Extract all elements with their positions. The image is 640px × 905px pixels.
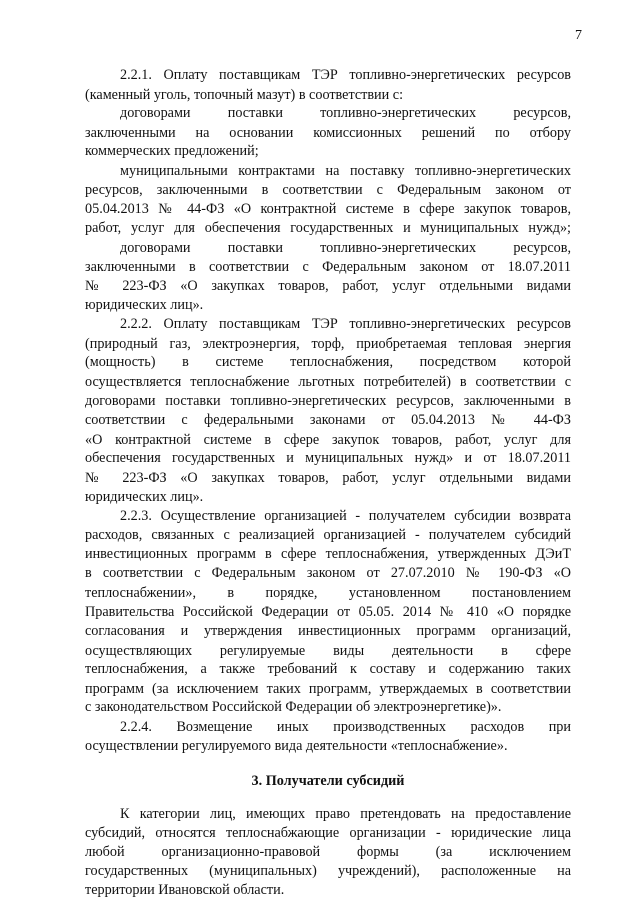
text-line: обеспечения государственных и муниципальных нужд» и от 18.07.2011 <box>85 450 571 467</box>
text-line: 2.2.3. Осуществление организацией - получателем субсидии возврата <box>120 507 571 524</box>
text-line: субсидий, относятся теплоснабжающие организации - юридические лица <box>85 825 571 842</box>
text-line: 05.04.2013 № 44-ФЗ «О контрактной системе в сфере закупок товаров, <box>85 200 571 217</box>
text-line: любой организационно-правовой формы (за исключением <box>85 843 571 860</box>
text-line: муниципальными контрактами на поставку топливно-энергетических <box>120 162 571 179</box>
text-line: договорами поставки топливно-энергетических ресурсов, <box>120 240 571 256</box>
text-line: договорами поставки топливно-энергетических ресурсов, заключенными в <box>85 393 571 410</box>
text-line: договорами поставки топливно-энергетических ресурсов, <box>120 105 571 122</box>
text-line: (природный газ, электроэнергия, торф, приобретаемая тепловая энергия <box>85 335 571 352</box>
text-line: юридических лиц». <box>85 296 204 313</box>
text-line: территории Ивановской области. <box>85 882 285 898</box>
text-line: согласования и утверждения инвестиционных программ организаций, <box>85 623 571 639</box>
text-line: расходов, связанных с реализацией организацией - получателем субсидий <box>85 527 571 544</box>
text-line: № 223-ФЗ «О закупках товаров, работ, услуг отдельными видами <box>85 278 571 295</box>
text-line: работ, услуг для обеспечения государственных и муниципальных нужд»; <box>85 220 571 237</box>
text-line: «О контрактной системе в сфере закупок товаров, работ, услуг для <box>85 431 571 448</box>
text-line: соответствии с федеральными законами от 05.04.2013 № 44-ФЗ <box>85 412 571 428</box>
text-line: заключенными в соответствии с Федеральным законом от 18.07.2011 <box>85 258 571 275</box>
text-line: заключенными на основании комиссионных решений по отбору <box>85 124 571 141</box>
text-line: 2.2.4. Возмещение иных производственных расходов при <box>120 718 571 735</box>
text-line: осуществляющих регулируемые виды деятельности в сфере <box>85 642 571 659</box>
text-line: с законодательством Российской Федерации об электроэнергетике)». <box>85 699 502 716</box>
page-number: 7 <box>575 28 582 43</box>
section-heading: 3. Получатели субсидий <box>251 772 405 789</box>
text-line: 2.2.1. Оплату поставщикам ТЭР топливно-энергетических ресурсов <box>120 67 571 83</box>
text-line: в соответствии с Федеральным законом от 27.07.2010 № 190-ФЗ «О <box>85 565 571 582</box>
text-line: осуществляется теплоснабжение льготных потребителей) в соответствии с <box>85 373 571 390</box>
text-line: (мощность) в системе теплоснабжения, посредством которой <box>85 354 571 371</box>
text-line: теплоснабжении», в порядке, установленном постановлением <box>85 584 571 601</box>
text-line: программ (за исключением таких программ, утверждаемых в соответствии <box>85 680 571 697</box>
text-line: инвестиционных программ в сфере теплоснабжения, утвержденных ДЭиТ <box>85 545 571 562</box>
text-line: К категории лиц, имеющих право претендовать на предоставление <box>120 805 571 822</box>
text-line: государственных (муниципальных) учреждений), расположенные на <box>85 863 571 880</box>
text-line: юридических лиц». <box>85 489 204 506</box>
text-line: коммерческих предложений; <box>85 143 259 160</box>
text-line: 2.2.2. Оплату поставщикам ТЭР топливно-энергетических ресурсов <box>120 316 571 333</box>
text-line: № 223-ФЗ «О закупках товаров, работ, услуг отдельными видами <box>85 469 571 486</box>
text-line: ресурсов, заключенными в соответствии с Федеральным законом от <box>85 182 571 199</box>
text-line: осуществлении регулируемого вида деятельности «теплоснабжение». <box>85 738 508 755</box>
text-line: теплоснабжения, а также требований к составу и содержанию таких <box>85 661 571 678</box>
text-line: (каменный уголь, топочный мазут) в соответствии с: <box>85 86 404 103</box>
text-line: Правительства Российской Федерации от 05.05. 2014 № 410 «О порядке <box>85 603 571 620</box>
